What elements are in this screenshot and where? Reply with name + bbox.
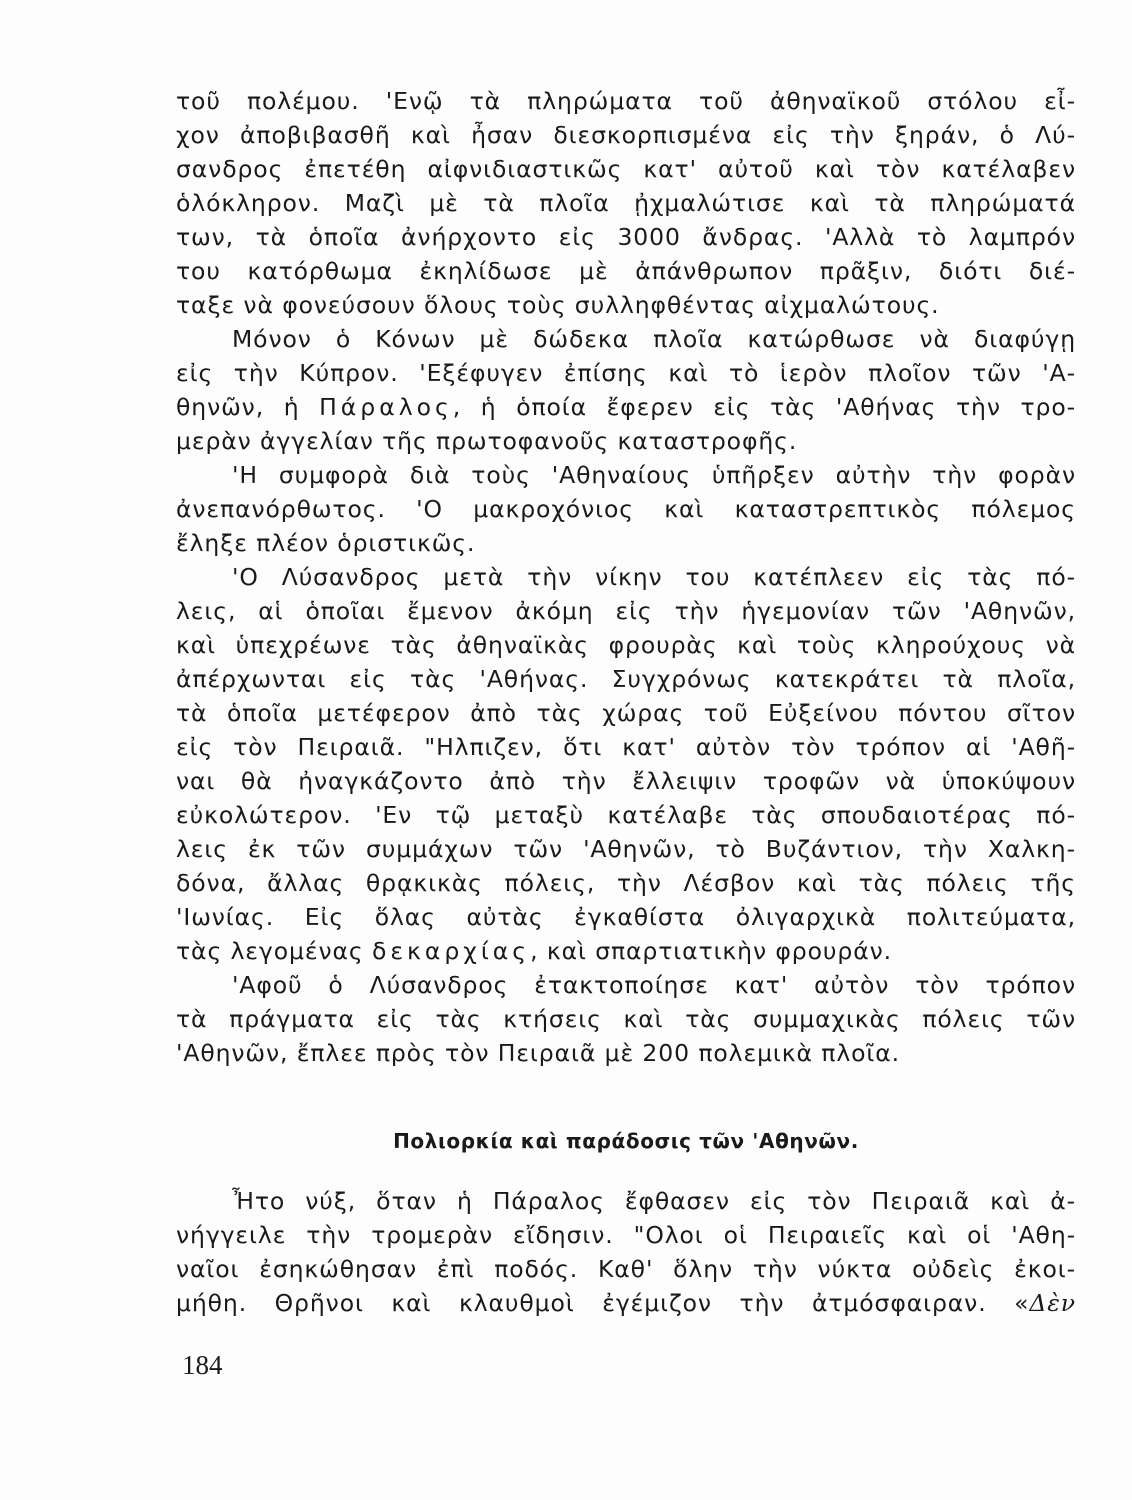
text-line: σανδρος ἐπετέθη αἰφνιδιαστικῶς κατ' αὐτοῦ καὶ τὸν κατέλαβεν — [176, 155, 1076, 183]
text-line: χον ἀποβιβασθῆ καὶ ἦσαν διεσκορπισμένα εἰς τὴν ξηράν, ὁ Λύ- — [176, 121, 1076, 149]
text-line: Ἦτο νύξ, ὅταν ἡ Πάραλος ἔφθασεν εἰς τὸν Πειραιᾶ καὶ ἀ- — [232, 1187, 1076, 1215]
text-line: ἀνεπανόρθωτος. 'Ο μακροχόνιος καὶ καταστρεπτικὸς πόλεμος — [176, 495, 1076, 523]
text-line: τὰ πράγματα εἰς τὰς κτήσεις καὶ τὰς συμμαχικὰς πόλεις τῶν — [176, 1005, 1076, 1033]
text-line: εἰς τὴν Κύπρον. 'Εξέφυγεν ἐπίσης καὶ τὸ ἱερὸν πλοῖον τῶν 'Α- — [176, 359, 1076, 387]
text-line: 'Ο Λύσανδρος μετὰ τὴν νίκην του κατέπλεεν εἰς τὰς πό- — [232, 563, 1076, 591]
main-text-body — [176, 84, 1076, 1070]
text-line: 'Ιωνίας. Εἰς ὅλας αὐτὰς ἐγκαθίστα ὀλιγαρχικὰ πολιτεύματα, — [176, 903, 1076, 931]
text-segment: μήθη. Θρῆνοι καὶ κλαυθμοὶ ἐγέμιζον τὴν ἀτμόσφαιραν. « — [176, 1289, 1030, 1317]
text-line: 'Αθηνῶν, ἔπλεε πρὸς τὸν Πειραιᾶ μὲ 200 πολεμικὰ πλοῖα. — [176, 1039, 901, 1067]
text-line: μερὰν ἀγγελίαν τῆς πρωτοφανοῦς καταστροφῆς. — [176, 427, 798, 455]
text-line: 'Αφοῦ ὁ Λύσανδρος ἐτακτοποίησε κατ' αὐτὸν τὸν τρόπον — [232, 971, 1076, 999]
text-line: λεις ἐκ τῶν συμμάχων τῶν 'Αθηνῶν, τὸ Βυζάντιον, τὴν Χαλκη- — [176, 835, 1076, 863]
text-line-paralos — [176, 390, 1076, 424]
section-heading: Πολιορκία καὶ παράδοσις τῶν 'Αθηνῶν. — [393, 1129, 859, 1153]
text-line: ἀπέρχωνται εἰς τὰς 'Αθήνας. Συγχρόνως κατεκράτει τὰ πλοῖα, — [176, 665, 1076, 693]
spaced-term: δεκαρχίας — [371, 937, 531, 965]
text-line: νήγγειλε τὴν τρομερὰν εἴδησιν. "Ολοι οἱ Πειραιεῖς καὶ οἱ 'Αθη- — [176, 1221, 1076, 1249]
text-segment: , ἡ ὁποία ἔφερεν εἰς τὰς 'Αθήνας τὴν τρο- — [452, 393, 1077, 421]
text-line: ναῖοι ἐσηκώθησαν ἐπὶ ποδός. Καθ' ὅλην τὴν νύκτα οὐδεὶς ἐκοι- — [176, 1255, 1076, 1283]
text-line: τὰ ὁποῖα μετέφερον ἀπὸ τὰς χώρας τοῦ Εὐξείνου πόντου σῖτον — [176, 699, 1076, 727]
text-line: εὐκολώτερον. 'Εν τῷ μεταξὺ κατέλαβε τὰς σπουδαιοτέρας πό- — [176, 801, 1076, 829]
text-line: καὶ ὑπεχρέωνε τὰς ἀθηναϊκὰς φρουρὰς καὶ τοὺς κληρούχους νὰ — [176, 631, 1076, 659]
text-segment: θηνῶν, ἡ — [176, 393, 320, 421]
text-line: τοῦ πολέμου. 'Ενῷ τὰ πληρώματα τοῦ ἀθηναϊκοῦ στόλου εἶ- — [176, 87, 1076, 115]
text-line: ταξε νὰ φονεύσουν ὅλους τοὺς συλληφθέντας αἰχμαλώτους. — [176, 291, 940, 319]
text-line: λεις, αἱ ὁποῖαι ἔμενον ἀκόμη εἰς τὴν ἡγεμονίαν τῶν 'Αθηνῶν, — [176, 597, 1076, 625]
text-line: ἔληξε πλέον ὁριστικῶς. — [176, 529, 476, 557]
text-line: 'Η συμφορὰ διὰ τοὺς 'Αθηναίους ὑπῆρξεν αὐτὴν τὴν φορὰν — [232, 461, 1076, 489]
text-line: του κατόρθωμα ἐκηλίδωσε μὲ ἀπάνθρωπον πρᾶξιν, διότι διέ- — [176, 257, 1076, 285]
spaced-ship-name: Πάραλος — [319, 393, 453, 421]
italic-quote-start: Δὲν — [1029, 1289, 1076, 1317]
text-line: ναι θὰ ἠναγκάζοντο ἀπὸ τὴν ἔλλειψιν τροφῶν νὰ ὑποκύψουν — [176, 767, 1076, 795]
text-segment: τὰς λεγομένας — [176, 937, 372, 965]
text-line: Μόνον ὁ Κόνων μὲ δώδεκα πλοῖα κατώρθωσε νὰ διαφύγῃ — [232, 325, 1076, 353]
text-line-final — [176, 1286, 1076, 1320]
text-line: δόνα, ἄλλας θρᾳκικὰς πόλεις, τὴν Λέσβον καὶ τὰς πόλεις τῆς — [176, 869, 1076, 897]
second-section-body — [176, 1184, 1076, 1320]
text-line: των, τὰ ὁποῖα ἀνήρχοντο εἰς 3000 ἄνδρας. 'Αλλὰ τὸ λαμπρόν — [176, 223, 1076, 251]
text-line: ὁλόκληρον. Μαζὶ μὲ τὰ πλοῖα ᾐχμαλώτισε καὶ τὰ πληρώματά — [176, 189, 1076, 217]
page-number: 184 — [182, 1350, 223, 1380]
text-line-dekarchias — [176, 934, 1076, 968]
text-segment: , καὶ σπαρτιατικὴν φρουράν. — [530, 937, 892, 965]
text-line: εἰς τὸν Πειραιᾶ. "Ηλπιζεν, ὅτι κατ' αὐτὸν τὸν τρόπον αἱ 'Αθῆ- — [176, 733, 1076, 761]
